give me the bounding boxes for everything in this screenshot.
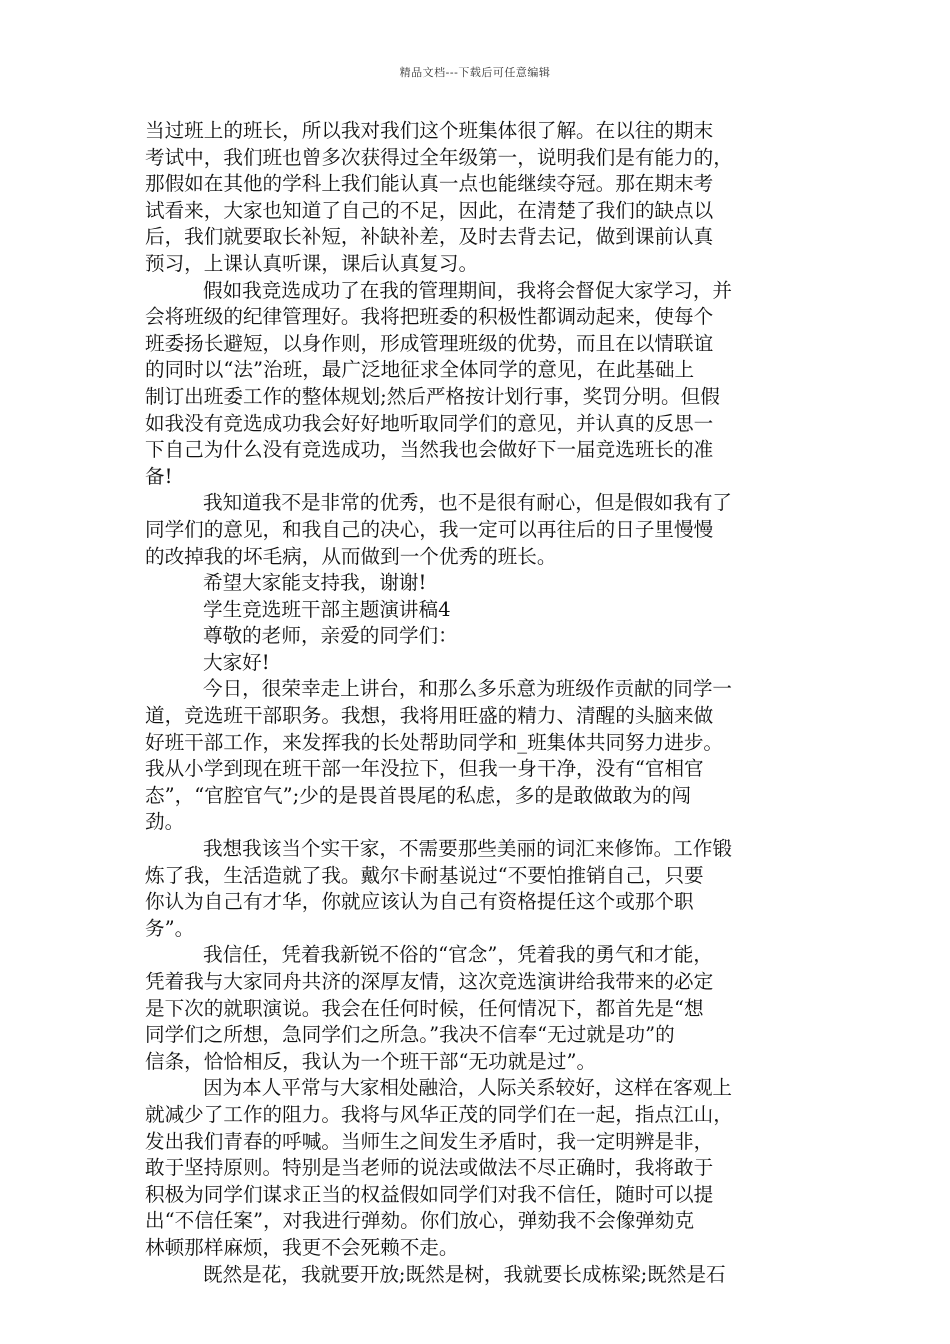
text-line: 假如我竞选成功了在我的管理期间，我将会督促大家学习，并: [203, 278, 733, 302]
text-line: 出“不信任案”，对我进行弹劾。你们放心，弹劾我不会像弹劾克: [145, 1209, 695, 1233]
text-line: 会将班级的纪律管理好。我将把班委的积极性都调动起来，使每个: [145, 305, 714, 329]
text-line: 炼了我，生活造就了我。戴尔卡耐基说过“不要怕推销自己，只要: [145, 863, 704, 887]
text-line: 考试中，我们班也曾多次获得过全年级第一，说明我们是有能力的，: [145, 145, 733, 169]
text-line: 我信任，凭着我新锐不俗的“官念”，凭着我的勇气和才能，: [203, 943, 713, 967]
text-line: 积极为同学们谋求正当的权益假如同学们对我不信任，随时可以提: [145, 1182, 714, 1206]
text-line: 预习，上课认真听课，课后认真复习。: [145, 251, 479, 275]
text-line: 既然是花，我就要开放;既然是树，我就要长成栋梁;既然是石: [203, 1262, 726, 1286]
text-line: 尊敬的老师，亲爱的同学们：: [203, 624, 458, 648]
text-line: 制订出班委工作的整体规划;然后严格按计划行事，奖罚分明。但假: [145, 384, 720, 408]
text-line: 那假如在其他的学科上我们能认真一点也能继续夺冠。那在期末考: [145, 172, 714, 196]
text-line: 我从小学到现在班干部一年没拉下，但我一身干净，没有“官相官: [145, 757, 704, 781]
text-line: 下自己为什么没有竞选成功，当然我也会做好下一届竞选班长的准: [145, 438, 714, 462]
text-line: 同学们的意见，和我自己的决心，我一定可以再往后的日子里慢慢: [145, 517, 714, 541]
text-line: 后，我们就要取长补短，补缺补差，及时去背去记，做到课前认真: [145, 225, 714, 249]
text-line: 的同时以“法”治班，最广泛地征求全体同学的意见，在此基础上: [145, 358, 695, 382]
document-body: [145, 118, 807, 1288]
text-line: 今日，很荣幸走上讲台，和那么多乐意为班级作贡献的同学一: [203, 677, 733, 701]
text-line: 凭着我与大家同舟共济的深厚友情，这次竞选演讲给我带来的必定: [145, 970, 714, 993]
text-line: 学生竞选班干部主题演讲稿4: [203, 597, 451, 621]
text-line: 务”。: [145, 916, 195, 940]
text-line: 发出我们青春的呼喊。当师生之间发生矛盾时，我一定明辨是非，: [145, 1129, 714, 1153]
text-line: 当过班上的班长，所以我对我们这个班集体很了解。在以往的期末: [145, 119, 714, 142]
text-line: 好班干部工作，来发挥我的长处帮助同学和_班集体共同努力进步。: [145, 730, 724, 754]
text-line: 敢于坚持原则。特别是当老师的说法或做法不尽正确时，我将敢于: [145, 1156, 714, 1180]
text-line: 如我没有竞选成功我会好好地听取同学们的意见，并认真的反思一: [145, 411, 714, 435]
text-line: 大家好!: [203, 650, 270, 674]
text-line: 试看来，大家也知道了自己的不足，因此，在清楚了我们的缺点以: [145, 198, 714, 222]
text-line: 备!: [145, 464, 173, 488]
text-line: 班委扬长避短，以身作则，形成管理班级的优势，而且在以情联谊: [145, 331, 714, 355]
text-line: 因为本人平常与大家相处融洽，人际关系较好，这样在客观上: [203, 1076, 733, 1100]
page-header: 精品文档---下载后可任意编辑: [399, 66, 551, 79]
text-line: 的改掉我的坏毛病，从而做到一个优秀的班长。: [145, 544, 557, 568]
text-line: 希望大家能支持我，谢谢!: [203, 571, 427, 595]
text-line: 就减少了工作的阻力。我将与风华正茂的同学们在一起，指点江山，: [145, 1102, 733, 1126]
text-line: 你认为自己有才华，你就应该认为自己有资格提任这个或那个职: [145, 890, 694, 914]
text-line: 我知道我不是非常的优秀，也不是很有耐心，但是假如我有了: [203, 491, 733, 515]
text-line: 我想我该当个实干家，不需要那些美丽的词汇来修饰。工作锻: [203, 837, 733, 861]
text-line: 同学们之所想，急同学们之所急。”我决不信奉“无过就是功”的: [145, 1023, 675, 1047]
text-line: 态”，“官腔官气”;少的是畏首畏尾的私虑，多的是敢做敢为的闯: [145, 783, 692, 807]
text-line: 信条，恰恰相反，我认为一个班干部“无功就是过”。: [145, 1049, 597, 1073]
text-line: 林顿那样麻烦，我更不会死赖不走。: [145, 1235, 459, 1259]
text-line: 劲。: [145, 810, 185, 834]
text-line: 道，竞选班干部职务。我想，我将用旺盛的精力、清醒的头脑来做: [145, 704, 714, 728]
text-line: 是下次的就职演说。我会在任何时候，任何情况下，都首先是“想: [145, 996, 704, 1020]
